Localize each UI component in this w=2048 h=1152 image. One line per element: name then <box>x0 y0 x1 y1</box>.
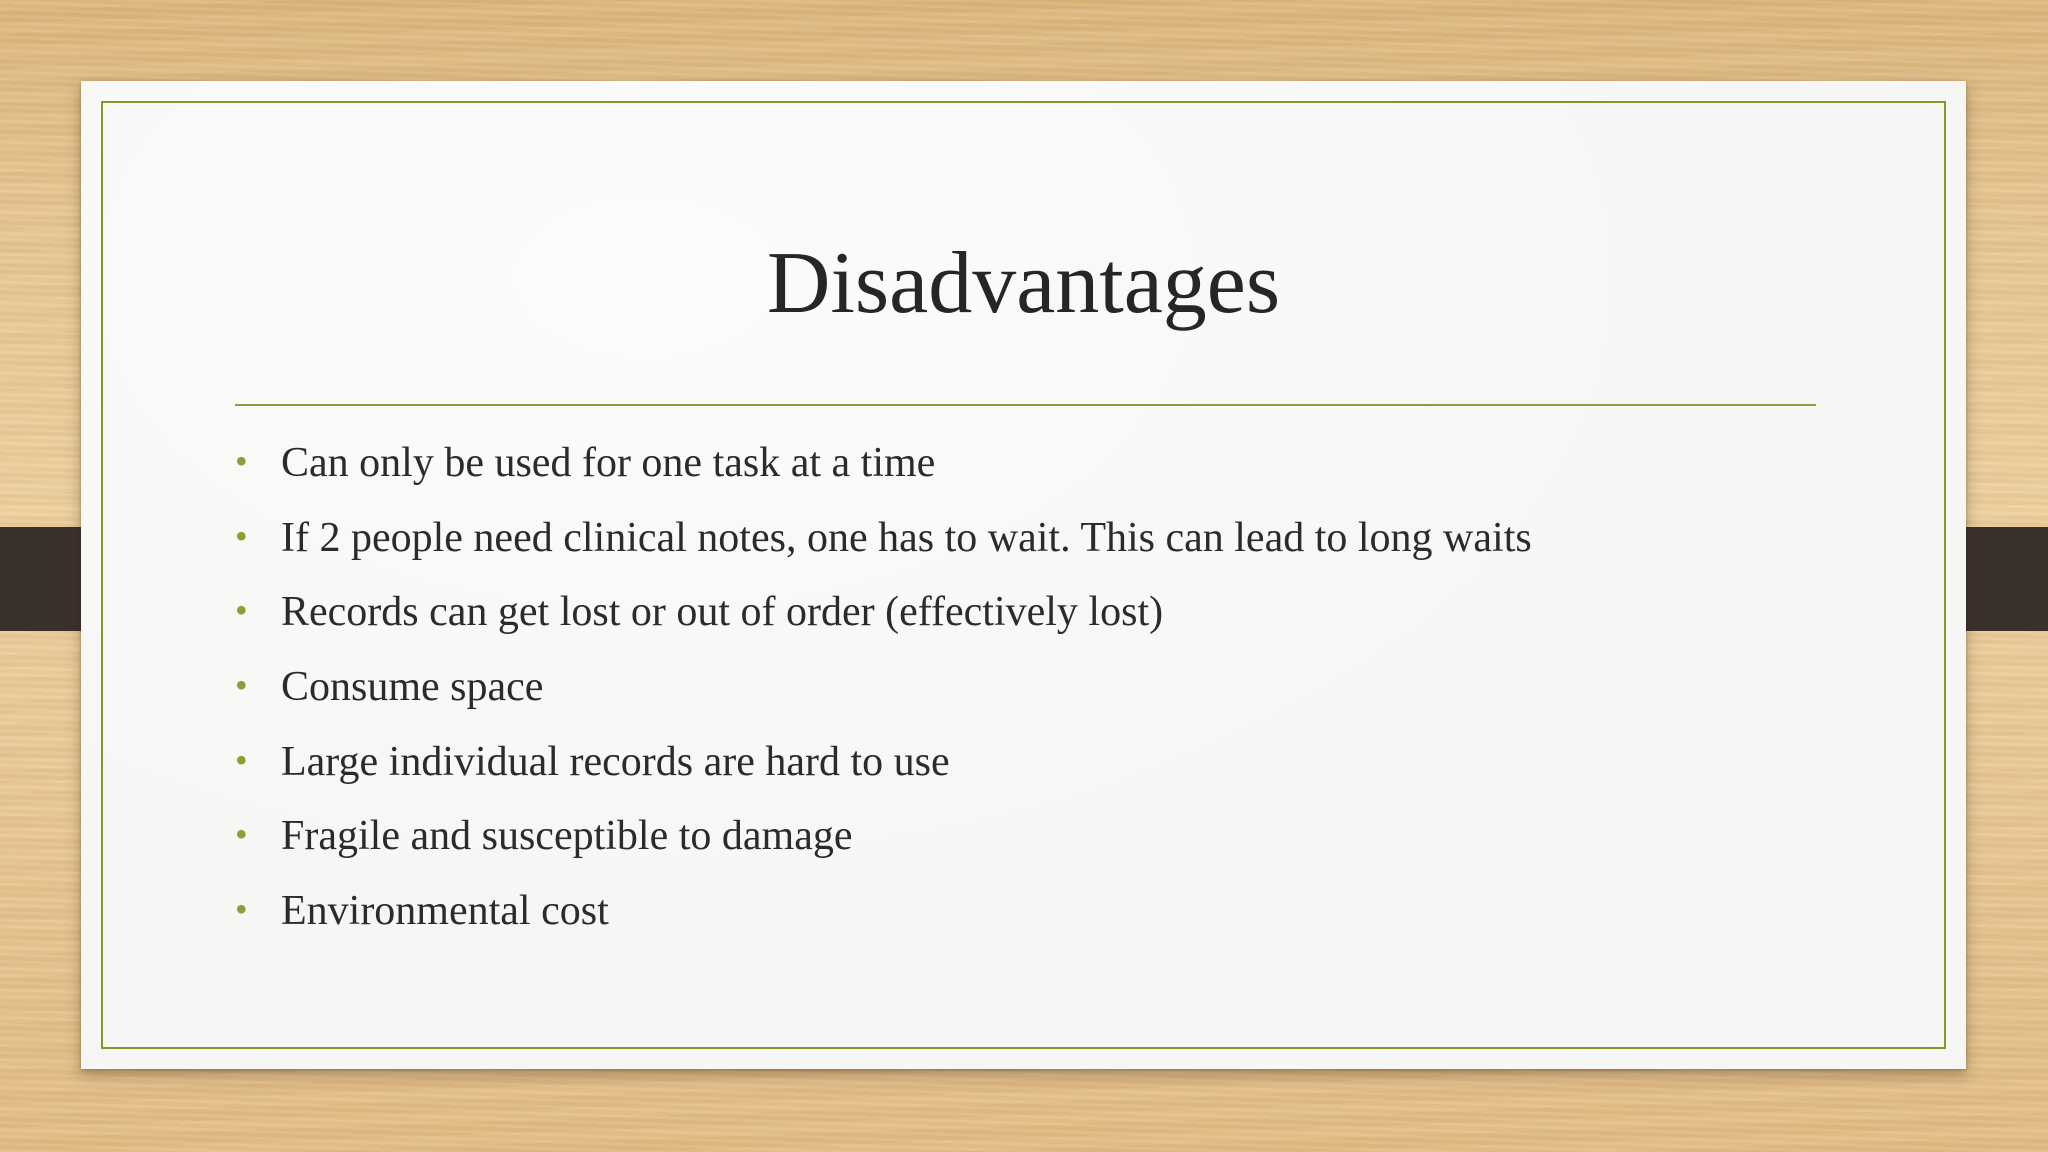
bullet-icon: • <box>235 515 248 556</box>
list-item <box>235 806 1532 881</box>
bullet-icon: • <box>235 665 248 706</box>
bullet-icon: • <box>235 441 248 481</box>
bullet-text: Can only be used for one task at a time <box>281 440 936 486</box>
bullet-text: Records can get lost or out of order (effectively lost) <box>281 589 1164 636</box>
slide-title: Disadvantages <box>766 235 1281 332</box>
list-item <box>235 881 1532 956</box>
bullet-text: Environmental cost <box>281 888 609 935</box>
bullet-text: Consume space <box>281 664 544 711</box>
bullet-text: If 2 people need clinical notes, one has to wait. This can lead to long waits <box>281 514 1532 561</box>
list-item <box>235 508 1532 583</box>
bullet-icon: • <box>235 739 248 780</box>
bullet-icon: • <box>235 889 248 930</box>
bullet-text: Fragile and susceptible to damage <box>281 813 853 860</box>
bullet-text: Large individual records are hard to use <box>281 738 950 785</box>
slide <box>81 81 1966 1069</box>
bullet-icon: • <box>235 590 248 631</box>
list-item <box>235 433 1532 508</box>
list-item <box>235 732 1532 807</box>
list-item <box>235 582 1532 657</box>
list-item <box>235 657 1532 732</box>
bullet-list <box>235 433 1532 956</box>
title-divider <box>235 404 1816 406</box>
bullet-icon: • <box>235 814 248 855</box>
